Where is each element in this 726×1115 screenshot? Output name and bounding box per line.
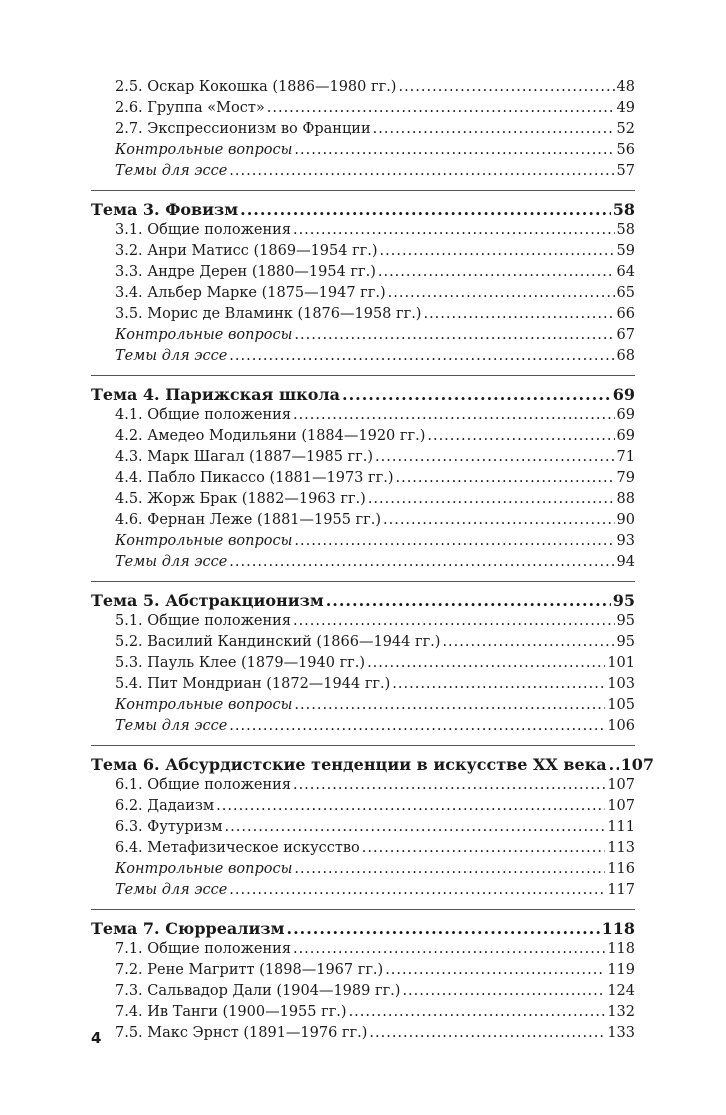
toc-entry	[91, 161, 635, 182]
toc-entry	[91, 775, 635, 796]
entry-title: 2.6. Группа «Мост»	[115, 100, 265, 116]
entry-title: 4.2. Амедео Модильяни (1884—1920 гг.)	[115, 428, 426, 444]
entry-page-number: 107	[607, 798, 635, 814]
toc-entry	[91, 632, 635, 653]
toc-entry	[91, 325, 635, 346]
page-number: 4	[91, 1029, 102, 1047]
dot-leader	[229, 716, 605, 737]
dot-leader	[293, 611, 615, 632]
entry-title: Контрольные вопросы	[115, 697, 293, 713]
entry-title: 5.1. Общие положения	[115, 613, 291, 629]
dot-leader	[229, 161, 614, 182]
toc-entry	[91, 880, 635, 901]
toc-entry	[91, 653, 635, 674]
entry-title: 7.1. Общие положения	[115, 941, 291, 957]
entry-page-number: 57	[616, 163, 635, 179]
entry-title: Тема 4. Парижская школа	[91, 385, 341, 404]
entry-page-number: 103	[607, 676, 635, 692]
entry-title: 4.1. Общие положения	[115, 407, 291, 423]
entry-page-number: 124	[607, 983, 635, 999]
entry-page-number: 79	[616, 470, 635, 486]
dot-leader	[609, 754, 619, 775]
toc-entry	[91, 1002, 635, 1023]
entry-page-number: 111	[607, 819, 635, 835]
dot-leader	[294, 140, 614, 161]
entry-title: 3.3. Андре Дерен (1880—1954 гг.)	[115, 264, 376, 280]
entry-page-number: 95	[616, 634, 635, 650]
toc-entry	[91, 346, 635, 367]
entry-page-number: 107	[607, 777, 635, 793]
entry-page-number: 56	[616, 142, 635, 158]
entry-page-number: 48	[616, 79, 635, 95]
entry-page-number: 95	[616, 613, 635, 629]
dot-leader	[293, 405, 615, 426]
entry-title: Контрольные вопросы	[115, 533, 293, 549]
entry-title: 3.5. Морис де Вламинк (1876—1958 гг.)	[115, 306, 422, 322]
entry-page-number: 118	[607, 941, 635, 957]
toc-entry	[91, 611, 635, 632]
toc-entry	[91, 426, 635, 447]
toc-entry	[91, 283, 635, 304]
toc-entry	[91, 838, 635, 859]
entry-title: 4.6. Фернан Леже (1881—1955 гг.)	[115, 512, 381, 528]
dot-leader	[398, 77, 614, 98]
dot-leader	[442, 632, 614, 653]
topic-heading	[91, 590, 635, 611]
entry-title: Контрольные вопросы	[115, 861, 293, 877]
entry-page-number: 64	[616, 264, 635, 280]
entry-title: Контрольные вопросы	[115, 142, 293, 158]
entry-title: 6.4. Метафизическое искусство	[115, 840, 360, 856]
dot-leader	[326, 590, 611, 611]
entry-page-number: 132	[607, 1004, 635, 1020]
entry-page-number: 67	[616, 327, 635, 343]
dot-leader	[240, 199, 611, 220]
section-divider	[91, 190, 635, 191]
dot-leader	[362, 838, 606, 859]
toc-entry	[91, 1023, 635, 1044]
entry-title: Темы для эссе	[115, 718, 228, 734]
entry-page-number: 94	[616, 554, 635, 570]
entry-page-number: 69	[612, 385, 635, 404]
entry-page-number: 117	[607, 882, 635, 898]
topic-heading	[91, 918, 635, 939]
entry-title: 6.2. Дадаизм	[115, 798, 215, 814]
dot-leader	[216, 796, 605, 817]
dot-leader	[229, 552, 614, 573]
entry-title: 5.3. Пауль Клее (1879—1940 гг.)	[115, 655, 366, 671]
entry-title: 3.1. Общие положения	[115, 222, 291, 238]
entry-page-number: 58	[612, 200, 635, 219]
toc-entry	[91, 405, 635, 426]
dot-leader	[385, 960, 605, 981]
entry-title: 3.4. Альбер Марке (1875—1947 гг.)	[115, 285, 386, 301]
entry-page-number: 49	[616, 100, 635, 116]
section-divider	[91, 375, 635, 376]
toc-entry	[91, 939, 635, 960]
section-divider	[91, 909, 635, 910]
toc-entry	[91, 262, 635, 283]
entry-title: Контрольные вопросы	[115, 327, 293, 343]
entry-page-number: 101	[607, 655, 635, 671]
section-divider	[91, 745, 635, 746]
dot-leader	[293, 220, 615, 241]
toc-entry	[91, 489, 635, 510]
entry-page-number: 116	[607, 861, 635, 877]
toc-entry	[91, 695, 635, 716]
entry-page-number: 52	[616, 121, 635, 137]
dot-leader	[380, 241, 615, 262]
dot-leader	[294, 859, 605, 880]
entry-title: Темы для эссе	[115, 348, 228, 364]
toc-entry	[91, 674, 635, 695]
entry-page-number: 107	[620, 755, 655, 774]
entry-page-number: 113	[607, 840, 635, 856]
dot-leader	[294, 695, 605, 716]
topic-heading	[91, 384, 635, 405]
entry-title: 5.2. Василий Кандинский (1866—1944 гг.)	[115, 634, 441, 650]
toc-entry	[91, 447, 635, 468]
entry-page-number: 93	[616, 533, 635, 549]
entry-page-number: 90	[616, 512, 635, 528]
dot-leader	[267, 98, 615, 119]
entry-title: Тема 7. Сюрреализм	[91, 919, 285, 938]
entry-title: Тема 5. Абстракционизм	[91, 591, 324, 610]
toc-entry	[91, 77, 635, 98]
entry-page-number: 118	[601, 919, 635, 938]
entry-page-number: 95	[612, 591, 635, 610]
entry-title: 4.3. Марк Шагал (1887—1985 гг.)	[115, 449, 374, 465]
entry-title: Тема 6. Абсурдистские тенденции в искусстве XX века	[91, 755, 607, 774]
dot-leader	[225, 817, 606, 838]
entry-page-number: 88	[616, 491, 635, 507]
entry-title: 7.2. Рене Магритт (1898—1967 гг.)	[115, 962, 384, 978]
entry-page-number: 68	[616, 348, 635, 364]
entry-title: 5.4. Пит Мондриан (1872—1944 гг.)	[115, 676, 391, 692]
toc-entry	[91, 716, 635, 737]
dot-leader	[373, 119, 615, 140]
entry-title: Тема 3. Фовизм	[91, 200, 239, 219]
entry-title: 3.2. Анри Матисс (1869—1954 гг.)	[115, 243, 378, 259]
dot-leader	[423, 304, 614, 325]
entry-page-number: 105	[607, 697, 635, 713]
topic-heading	[91, 754, 655, 775]
entry-title: 4.4. Пабло Пикассо (1881—1973 гг.)	[115, 470, 394, 486]
toc-entry	[91, 817, 635, 838]
entry-title: 2.5. Оскар Кокошка (1886—1980 гг.)	[115, 79, 397, 95]
section-divider	[91, 581, 635, 582]
toc-entry	[91, 981, 635, 1002]
entry-title: 2.7. Экспрессионизм во Франции	[115, 121, 371, 137]
dot-leader	[294, 531, 614, 552]
entry-title: 6.3. Футуризм	[115, 819, 223, 835]
entry-title: Темы для эссе	[115, 163, 228, 179]
dot-leader	[349, 1002, 606, 1023]
dot-leader	[294, 325, 614, 346]
entry-page-number: 133	[607, 1025, 635, 1041]
entry-page-number: 66	[616, 306, 635, 322]
entry-title: 6.1. Общие положения	[115, 777, 291, 793]
toc-entry	[91, 960, 635, 981]
toc-entry	[91, 241, 635, 262]
dot-leader	[383, 510, 615, 531]
dot-leader	[395, 468, 614, 489]
dot-leader	[293, 939, 605, 960]
entry-page-number: 71	[616, 449, 635, 465]
dot-leader	[378, 262, 615, 283]
dot-leader	[392, 674, 605, 695]
toc-entry	[91, 859, 635, 880]
toc-entry	[91, 552, 635, 573]
dot-leader	[368, 489, 615, 510]
dot-leader	[287, 918, 600, 939]
dot-leader	[342, 384, 611, 405]
toc-entry	[91, 140, 635, 161]
entry-title: 7.5. Макс Эрнст (1891—1976 гг.)	[115, 1025, 368, 1041]
toc-entry	[91, 98, 635, 119]
topic-heading	[91, 199, 635, 220]
entry-title: Темы для эссе	[115, 882, 228, 898]
entry-page-number: 69	[616, 428, 635, 444]
entry-page-number: 119	[607, 962, 635, 978]
toc-entry	[91, 531, 635, 552]
entry-page-number: 106	[607, 718, 635, 734]
dot-leader	[367, 653, 605, 674]
toc-entry	[91, 304, 635, 325]
dot-leader	[369, 1023, 605, 1044]
entry-title: 7.3. Сальвадор Дали (1904—1989 гг.)	[115, 983, 401, 999]
toc-entry	[91, 796, 635, 817]
entry-page-number: 65	[616, 285, 635, 301]
entry-title: Темы для эссе	[115, 554, 228, 570]
dot-leader	[229, 346, 614, 367]
dot-leader	[293, 775, 605, 796]
entry-title: 7.4. Ив Танги (1900—1955 гг.)	[115, 1004, 347, 1020]
toc-entry	[91, 220, 635, 241]
dot-leader	[388, 283, 615, 304]
toc-entry	[91, 468, 635, 489]
entry-page-number: 69	[616, 407, 635, 423]
toc-entry	[91, 510, 635, 531]
dot-leader	[402, 981, 605, 1002]
entry-page-number: 59	[616, 243, 635, 259]
table-of-contents	[91, 77, 655, 1044]
dot-leader	[375, 447, 615, 468]
entry-page-number: 58	[616, 222, 635, 238]
toc-entry	[91, 119, 635, 140]
dot-leader	[229, 880, 605, 901]
dot-leader	[427, 426, 614, 447]
entry-title: 4.5. Жорж Брак (1882—1963 гг.)	[115, 491, 366, 507]
